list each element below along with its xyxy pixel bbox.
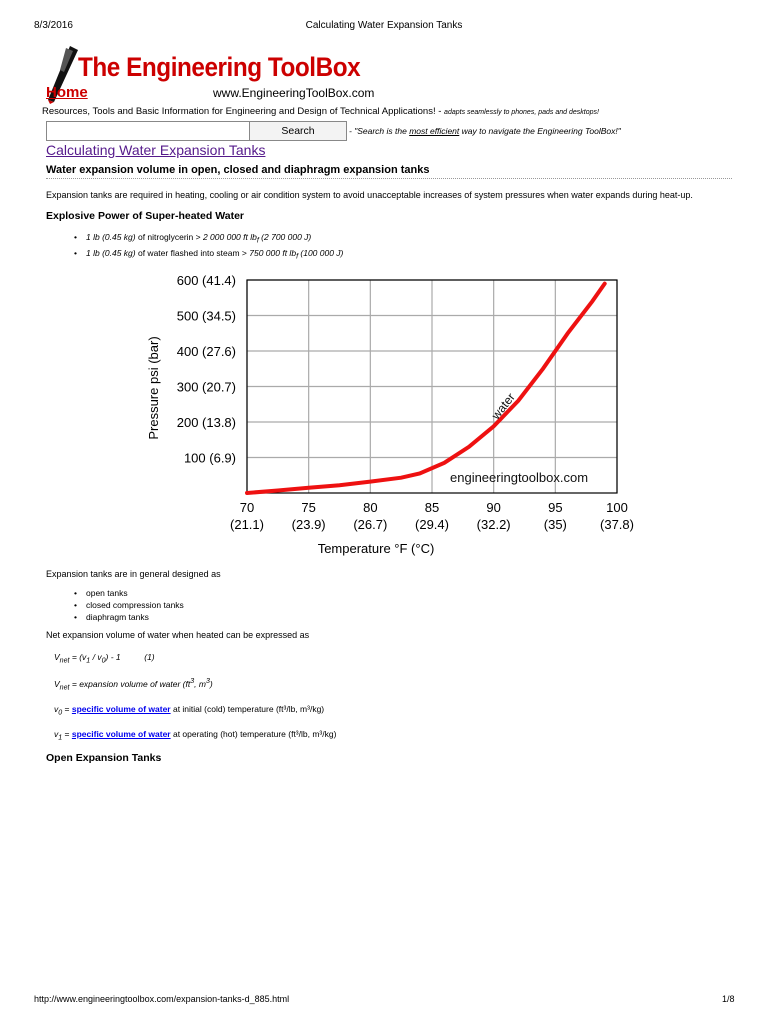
equation-2: $V_{net}$ = expansion volume of water ($ft^3$, $m^3$) bbox=[54, 677, 213, 692]
chart-grid bbox=[247, 280, 617, 493]
x-tick-label: 90 bbox=[486, 500, 501, 515]
list-item bbox=[74, 247, 343, 263]
y-tick-label: 100 (6.9) bbox=[183, 450, 236, 466]
print-date: 8/3/2016 bbox=[34, 20, 73, 31]
x-tick-label: 95 bbox=[548, 500, 563, 515]
x-tick-sublabel: (26.7) bbox=[353, 517, 388, 532]
list-item: • open tanks bbox=[74, 587, 184, 599]
eq4-text: at operating (hot) temperature (ft³/lb, m³/kg) bbox=[170, 729, 337, 739]
search-note-link: most efficient bbox=[409, 126, 460, 136]
bullet-energy: 750 000 ft lb bbox=[249, 247, 297, 258]
x-axis-label: Temperature °F (°C) bbox=[317, 541, 435, 556]
intro-text: Expansion tanks are required in heating, cooling or air condition system to avoid unacceptable increases of system pressures when water expands during heat-up. bbox=[46, 190, 693, 200]
equation-3: $v_0$ = specific volume of water at initial (cold) temperature (ft³/lb, m³/kg) bbox=[54, 704, 325, 717]
bullet-text: of nitroglycerin > bbox=[135, 232, 203, 242]
x-tick-label: 75 bbox=[301, 500, 316, 515]
section-open-tanks: Open Expansion Tanks bbox=[46, 752, 162, 764]
tank-types-list bbox=[74, 587, 184, 623]
home-link[interactable]: Home bbox=[46, 84, 88, 101]
footer-url: http://www.engineeringtoolbox.com/expansion-tanks-d_885.html bbox=[34, 994, 290, 1004]
tagline bbox=[42, 106, 599, 117]
y-tick-label: 300 (20.7) bbox=[176, 379, 236, 395]
x-tick-label: 100 bbox=[606, 500, 628, 515]
y-tick-labels bbox=[177, 273, 236, 466]
section-explosive-power: Explosive Power of Super-heated Water bbox=[46, 210, 244, 222]
bullet-qty: 1 lb (0.45 kg) bbox=[86, 232, 136, 242]
explosive-list bbox=[74, 231, 343, 262]
bullet-qty: 1 lb (0.45 kg) bbox=[86, 247, 136, 258]
specific-volume-link-hot[interactable]: specific volume of water bbox=[71, 729, 171, 739]
pressure-temperature-chart bbox=[140, 268, 640, 563]
series-label-water: water bbox=[488, 390, 518, 423]
bullet-sub: f bbox=[296, 252, 299, 261]
specific-volume-link-cold[interactable]: specific volume of water bbox=[71, 704, 171, 714]
designed-as-text: Expansion tanks are in general designed as bbox=[46, 569, 221, 579]
bullet-joule: (2 700 000 J) bbox=[258, 232, 312, 242]
list-item: • closed compression tanks bbox=[74, 599, 184, 611]
tagline-text: Resources, Tools and Basic Information for Engineering and Design of Technical Applications! - bbox=[42, 106, 442, 117]
eq3-text: at initial (cold) temperature (ft³/lb, m³/kg) bbox=[170, 704, 325, 714]
search-note-post: way to navigate the Engineering ToolBox!" bbox=[459, 126, 621, 136]
list-item: • diaphragm tanks bbox=[74, 611, 184, 623]
y-tick-label: 200 (13.8) bbox=[176, 415, 236, 430]
footer-page: 1/8 bbox=[722, 994, 735, 1004]
logo-title[interactable]: The Engineering ToolBox bbox=[78, 52, 361, 82]
x-tick-sublabel: (32.2) bbox=[476, 517, 511, 532]
y-tick-label: 400 (27.6) bbox=[176, 344, 236, 359]
chart-watermark: engineeringtoolbox.com bbox=[450, 470, 589, 485]
x-tick-sublabel: (35) bbox=[543, 517, 567, 532]
search-note bbox=[349, 126, 621, 136]
bullet-text: of water flashed into steam > bbox=[135, 247, 250, 258]
search-button[interactable]: Search bbox=[249, 121, 347, 141]
x-tick-labels bbox=[230, 500, 634, 532]
y-tick-label: 500 (34.5) bbox=[176, 308, 236, 324]
page-subtitle: Water expansion volume in open, closed and diaphragm expansion tanks bbox=[46, 164, 430, 176]
y-tick-label: 600 (41.4) bbox=[176, 273, 236, 288]
site-url: www.EngineeringToolBox.com bbox=[213, 86, 375, 100]
search-input[interactable] bbox=[46, 121, 250, 141]
x-tick-label: 70 bbox=[239, 500, 255, 515]
divider bbox=[46, 178, 732, 179]
x-tick-sublabel: (21.1) bbox=[230, 517, 264, 532]
page-title[interactable]: Calculating Water Expansion Tanks bbox=[46, 142, 266, 158]
net-expansion-text: Net expansion volume of water when heated can be expressed as bbox=[46, 630, 310, 640]
x-tick-sublabel: (29.4) bbox=[415, 517, 449, 532]
print-title: Calculating Water Expansion Tanks bbox=[305, 20, 463, 31]
equation-4: $v_1$ = specific volume of water at operating (hot) temperature (ft³/lb, m³/kg) bbox=[54, 729, 337, 742]
search-note-pre: - "Search is the bbox=[349, 126, 410, 136]
bullet-joule: (100 000 J) bbox=[298, 247, 344, 258]
x-tick-label: 80 bbox=[363, 500, 378, 515]
bullet-energy: 2 000 000 ft lb bbox=[202, 232, 257, 242]
x-tick-sublabel: (37.8) bbox=[600, 517, 634, 532]
y-axis-label: Pressure psi (bar) bbox=[146, 336, 161, 440]
x-tick-sublabel: (23.9) bbox=[291, 517, 326, 532]
bullet-sub: f bbox=[256, 236, 259, 245]
x-tick-label: 85 bbox=[424, 500, 440, 515]
equation-1: $V_{net} = (v_1 / v_0) - 1$ (1) bbox=[54, 652, 155, 665]
tagline-small: adapts seamlessly to phones, pads and desktops! bbox=[444, 109, 599, 116]
list-item bbox=[74, 231, 343, 247]
